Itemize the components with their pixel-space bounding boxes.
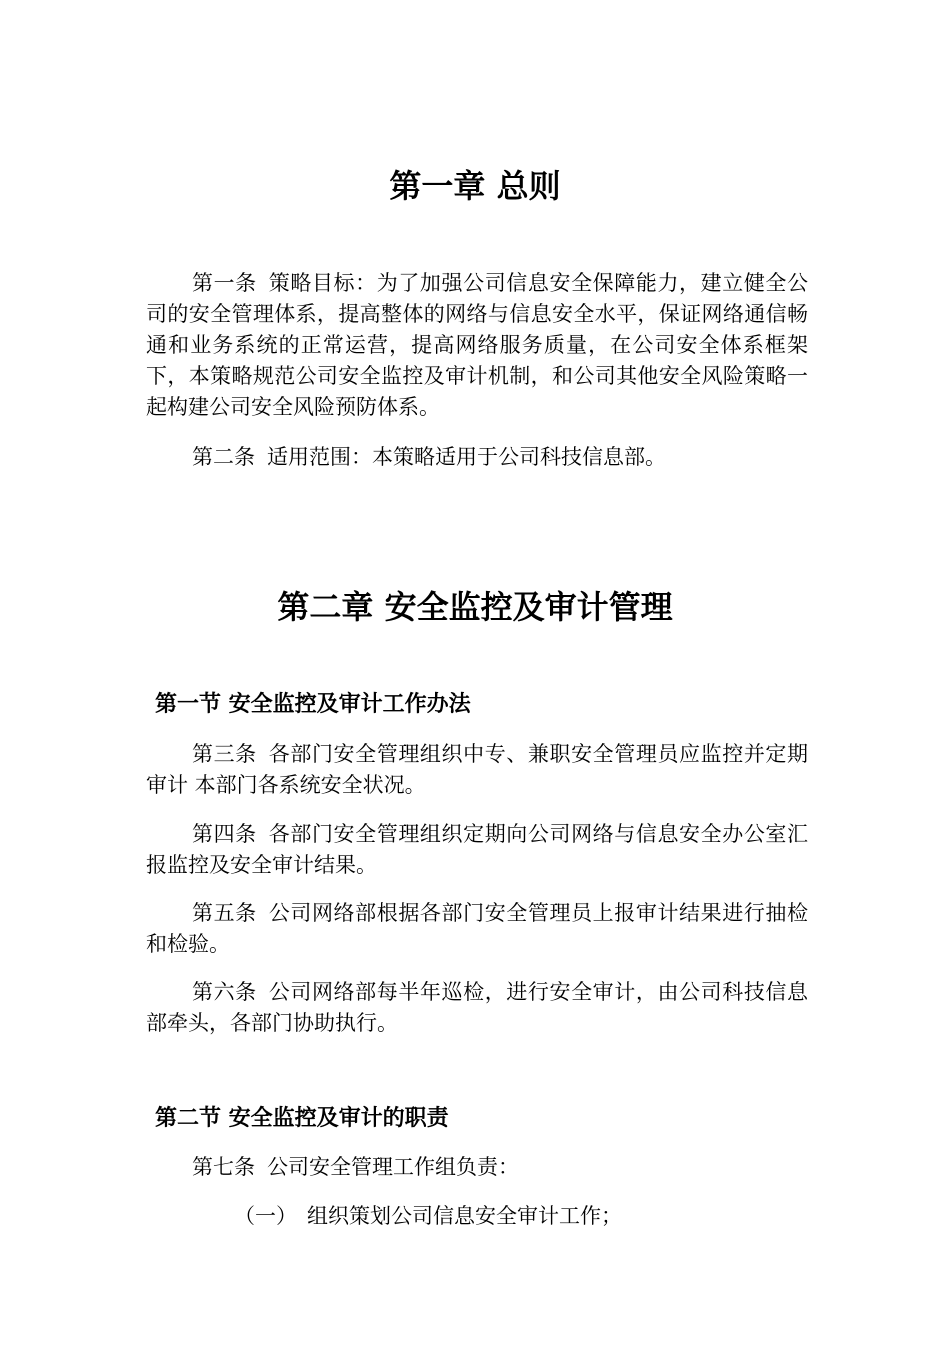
- section-1-title: 第一节 安全监控及审计工作办法: [155, 692, 471, 717]
- article-6-text: 公司网络部每半年巡检，进行安全审计，由公司科技信息部牵头，各部门协助执行。: [146, 980, 809, 1035]
- article-3: [146, 739, 808, 801]
- article-5-text: 公司网络部根据各部门安全管理员上报审计结果进行抽检和检验。: [146, 901, 809, 956]
- article-3-text: 各部门安全管理组织中专、兼职安全管理员应监控并定期审计 本部门各系统安全状况。: [146, 742, 809, 797]
- article-4-label: 第四条: [192, 822, 257, 846]
- article-6: [146, 977, 808, 1039]
- article-4-text: 各部门安全管理组织定期向公司网络与信息安全办公室汇报监控及安全审计结果。: [146, 822, 809, 877]
- article-4: [146, 819, 808, 881]
- article-7-text: 公司安全管理工作组负责：: [267, 1155, 519, 1179]
- article-1-text: 策略目标：为了加强公司信息安全保障能力，建立健全公司的安全管理体系，提高整体的网络与信息安全水平，保证网络通信畅通和业务系统的正常运营，提高网络服务质量，在公司安全体系框架下，本策略规范公司安全监控及审计机制，和公司其他安全风险策略一起构建公司安全风险预防体系。: [146, 271, 809, 419]
- article-3-label: 第三条: [192, 742, 257, 766]
- sub-item-1-text: 组织策划公司信息安全审计工作；: [307, 1204, 622, 1228]
- chapter-2-title: 第二章 安全监控及审计管理: [277, 588, 673, 626]
- article-7-label: 第七条: [192, 1155, 255, 1179]
- article-6-label: 第六条: [192, 980, 257, 1004]
- article-7: [146, 1152, 808, 1183]
- article-1: [146, 268, 808, 423]
- article-5-label: 第五条: [192, 901, 257, 925]
- sub-item-1-number: （一）: [234, 1204, 297, 1228]
- article-5: [146, 898, 808, 960]
- article-2: [146, 442, 808, 473]
- chapter-1-title: 第一章 总则: [389, 167, 561, 205]
- article-2-label: 第二条: [192, 445, 255, 469]
- article-2-text: 适用范围：本策略适用于公司科技信息部。: [267, 445, 666, 469]
- article-1-label: 第一条: [192, 271, 257, 295]
- sub-item-1: [234, 1201, 622, 1232]
- section-2-title: 第二节 安全监控及审计的职责: [155, 1106, 449, 1131]
